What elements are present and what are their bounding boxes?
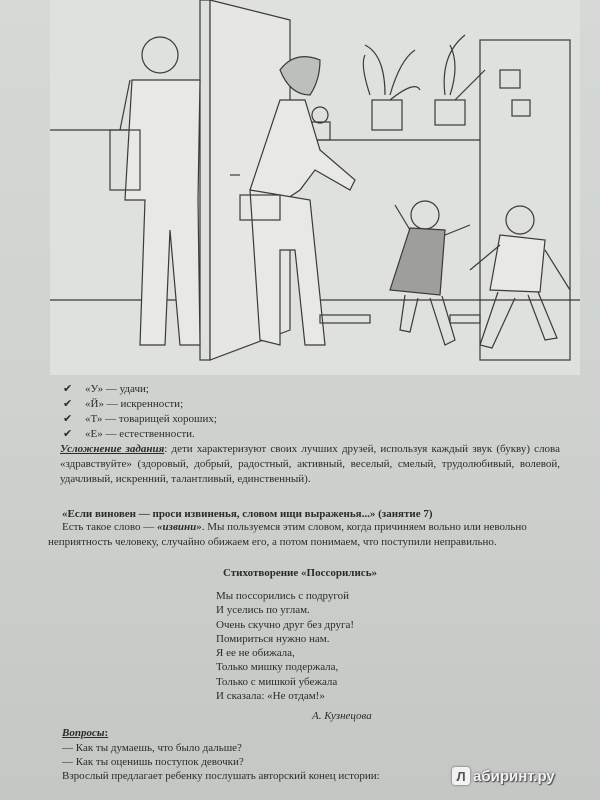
questions-title-text: Вопросы (62, 727, 105, 739)
poem-line: Мы поссорились с подругой (216, 590, 350, 602)
checklist-item (63, 412, 217, 427)
checklist-text: «Е» — естественности. (85, 428, 195, 440)
checklist-text: «Т» — товарищей хороших; (85, 413, 217, 425)
lesson-para-emphasis: «извини» (157, 521, 202, 533)
poem-title: Стихотворение «Поссорились» (222, 567, 378, 579)
task-paragraph (60, 442, 560, 487)
poem-line: И уселись по углам. (216, 604, 310, 617)
family-greeting-illustration (50, 0, 580, 375)
questions-title (62, 727, 108, 739)
question-line: — Как ты думаешь, что было дальше? (62, 742, 242, 754)
task-lead: Усложнение задания (60, 443, 165, 455)
lesson-para-end: . Мы пользуемся этим словом, когда причиняем вольно или невольно неприятность человеку, случайно обижаем его, а потом понимаем, что поступили неправильно. (48, 521, 527, 548)
poem-line: Очень скучно друг без друга! (216, 618, 355, 631)
labirint-logo-icon: Л (452, 767, 470, 785)
poem-author: А. Кузнецова (312, 710, 372, 722)
checklist-item (63, 397, 217, 412)
checklist-item (63, 427, 217, 442)
checklist-item (63, 382, 217, 397)
labirint-watermark (452, 767, 555, 785)
checklist-text: «Й» — искренности; (85, 398, 184, 410)
check-icon: ✔ (63, 428, 73, 440)
check-icon: ✔ (63, 413, 73, 425)
task-text: : дети характеризуют своих лучших друзей, используя каждый звук (букву) слова «здравствуйте» (здоровый, добрый, радостный, активный, веселый, смелый, трудолюбивый, волевой, удачливый, искренний, талантливый, единственный). (60, 443, 560, 485)
checklist (63, 382, 217, 442)
question-line: Взрослый предлагает ребенку послушать авторский конец истории: (62, 770, 380, 782)
check-icon: ✔ (63, 383, 73, 395)
poem-line: Я ее не обижала, (216, 647, 295, 660)
poem-line: И сказала: «Не отдам!» (216, 690, 325, 703)
poem-line: Помириться нужно нам. (216, 632, 330, 645)
watermark-text: абиринт.ру (473, 767, 555, 785)
checklist-text: «У» — удачи; (85, 383, 149, 395)
poem (216, 589, 354, 703)
lesson-paragraph (48, 520, 568, 550)
questions-title-colon: : (104, 727, 109, 739)
check-icon: ✔ (63, 398, 73, 410)
poem-line: Только с мишкой убежала (216, 675, 338, 688)
lesson-para-start: Есть такое слово — (62, 521, 158, 533)
poem-line: Только мишку подержала, (216, 661, 339, 674)
questions-list (62, 741, 380, 783)
lesson-heading: «Если виновен — проси извиненья, словом ищи выраженья...» (занятие 7) (62, 508, 433, 520)
question-line: — Как ты оценишь поступок девочки? (62, 756, 244, 768)
